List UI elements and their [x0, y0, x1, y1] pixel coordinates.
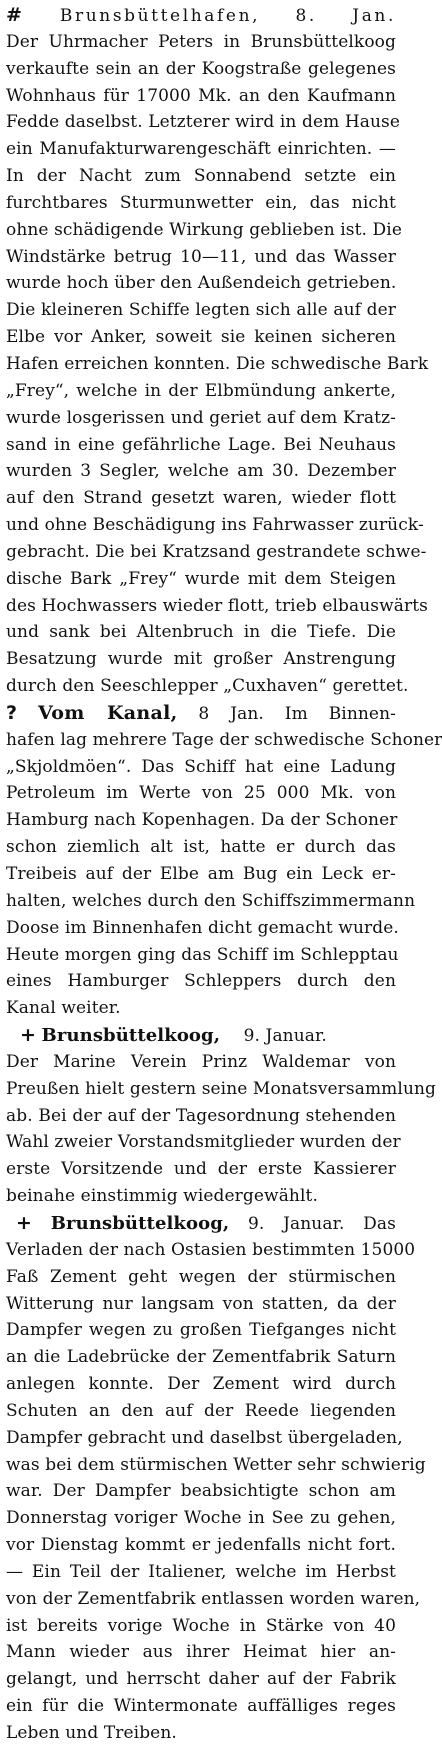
text-line: ohne schädigende Wirkung geblieben ist. Die: [6, 219, 402, 240]
text-line: war. Der Dampfer beabsichtigte schon am: [6, 1481, 396, 1502]
text-line: furchtbares Sturmunwetter ein, das nicht: [6, 192, 396, 213]
text-line: erste Vorsitzende und der erste Kassierer: [6, 1159, 396, 1180]
text-line: „Frey“, welche in der Elbmündung ankerte,: [6, 380, 396, 401]
text-line: „Skjoldmöen“. Das Schiff hat eine Ladung: [6, 756, 396, 777]
text-line: Fedde daselbst. Letzterer wird in dem Hause: [6, 112, 401, 133]
dateline-text: Brunsbüttelhafen, 8. Jan.: [59, 6, 396, 26]
text-line: Die kleineren Schiffe legten sich alle auf der: [6, 300, 396, 321]
article-heading-line: [6, 1210, 396, 1237]
text-line: was bei dem stürmischen Wetter sehr schwierig: [6, 1454, 426, 1475]
text-line: vor Dienstag kommt er jedenfalls nicht fort.: [6, 1535, 396, 1556]
text-line: Schuten an den auf der Reede liegenden: [6, 1400, 396, 1421]
text-line: Dampfer gebracht und daselbst übergeladen,: [6, 1427, 403, 1448]
text-line: ist bereits vorige Woche in Stärke von 40: [6, 1615, 396, 1636]
text-line: Wohnhaus für 17000 Mk. an den Kaufmann: [6, 85, 396, 106]
text-line: verkaufte sein an der Koogstraße gelegenes: [6, 58, 396, 79]
section-mark: ?: [6, 701, 18, 724]
text-line: dische Bark „Frey“ wurde mit dem Steigen: [6, 568, 396, 589]
article-title: Brunsbüttelkoog,: [41, 1025, 221, 1047]
text-line: Hamburg nach Kopenhagen. Da der Schoner: [6, 810, 398, 831]
text-line: beinahe einstimmig wiedergewählt.: [6, 1186, 318, 1207]
text-line: — Ein Teil der Italiener, welche im Herbst: [6, 1561, 396, 1582]
article-date: 8 Jan.: [198, 703, 264, 724]
text-line: Heute morgen ging das Schiff im Schlepptau: [6, 944, 399, 965]
text-line: Windstärke betrug 10—11, und das Wasser: [6, 246, 396, 267]
text-line: ein für die Wintermonate auffälliges reges: [6, 1696, 396, 1717]
text-line: wurde losgerissen und geriet auf dem Kratz-: [6, 407, 396, 428]
text-line: In der Nacht zum Sonnabend setzte ein: [6, 166, 396, 187]
article-dateline: [6, 2, 396, 29]
text-line: ein Manufakturwarengeschäft einrichten. —: [6, 139, 396, 160]
text-line: Faß Zement geht wegen der stürmischen: [6, 1266, 396, 1287]
text-line: auf den Strand gesetzt waren, wieder flott: [6, 488, 396, 509]
section-mark: +: [20, 1024, 37, 1047]
text-line: Kanal weiter.: [6, 998, 121, 1019]
text-line: gelangt, und herrscht daher auf der Fabrik: [6, 1669, 396, 1690]
text-line: an die Ladebrücke der Zementfabrik Saturn: [6, 1347, 396, 1368]
article-date: 9. Januar.: [243, 1026, 327, 1047]
text-line: Petroleum im Werte von 25 000 Mk. von: [6, 783, 396, 804]
text-line: anlegen konnte. Der Zement wird durch: [6, 1374, 396, 1395]
article-vom-kanal: [6, 700, 442, 1022]
text-line: Elbe vor Anker, soweit sie keinen sicheren: [6, 327, 396, 348]
text-line: wurden 3 Segler, welche am 30. Dezember: [6, 461, 396, 482]
text-line: Doose im Binnenhafen dicht gemacht wurde.: [6, 917, 399, 938]
text-line: Besatzung wurde mit großer Anstrengung: [6, 649, 396, 670]
text-line: Wahl zweier Vorstandsmitglieder wurden der: [6, 1132, 401, 1153]
text-line: des Hochwassers wieder flott, trieb elbauswärts: [6, 595, 429, 616]
section-mark: +: [16, 1211, 33, 1234]
text-line: ab. Bei der auf der Tagesordnung stehenden: [6, 1105, 396, 1126]
text-line: Witterung nur langsam von statten, da der: [6, 1293, 396, 1314]
text-line: wurde hoch über den Außendeich getrieben.: [6, 273, 397, 294]
text-line: Mann wieder aus ihrer Heimat hier an-: [6, 1642, 396, 1663]
text-line: gebracht. Die bei Kratzsand gestrandete schwe-: [6, 541, 427, 562]
text-line: Dampfer wegen zu großen Tiefganges nicht: [6, 1320, 396, 1341]
text-line: eines Hamburger Schleppers durch den: [6, 971, 396, 992]
text-line: Der Marine Verein Prinz Waldemar von: [6, 1051, 396, 1072]
text-line: Donnerstag voriger Woche in See zu gehen,: [6, 1508, 396, 1529]
text-line: Der Uhrmacher Peters in Brunsbüttelkoog: [6, 31, 396, 52]
article-heading-line: [6, 1022, 396, 1049]
text-line: durch den Seeschlepper „Cuxhaven“ gerettet.: [6, 676, 409, 697]
article-heading-line: [6, 700, 396, 727]
section-mark: #: [6, 4, 25, 26]
article-marine-verein: [6, 1022, 437, 1210]
text-line: Leben und Treiben.: [6, 1723, 177, 1743]
text-line: Hafen erreichen konnten. Die schwedische Bark: [6, 353, 429, 374]
text-line: Treibeis auf der Elbe am Bug ein Leck er-: [6, 864, 396, 884]
text-fragment: Das: [363, 1213, 396, 1234]
text-fragment: Im Binnen-: [284, 703, 396, 724]
article-date: 9. Januar.: [247, 1213, 345, 1234]
text-line: halten, welches durch den Schiffszimmermann: [6, 890, 416, 911]
text-line: und sank bei Altenbruch in die Tiefe. Die: [6, 622, 396, 643]
text-line: von der Zementfabrik entlassen worden waren,: [6, 1588, 421, 1609]
text-line: schon ziemlich alt ist, hatte er durch das: [6, 837, 396, 858]
article-brunsbuettelhafen: [6, 2, 429, 700]
text-line: hafen lag mehrere Tage der schwedische Schoner: [6, 729, 442, 750]
text-line: Preußen hielt gestern seine Monatsversammlung: [6, 1078, 437, 1099]
text-line: sand in eine gefährliche Lage. Bei Neuhaus: [6, 434, 396, 455]
article-title: Vom Kanal,: [38, 701, 178, 724]
text-line: Verladen der nach Ostasien bestimmten 15000: [6, 1239, 416, 1260]
article-zement: [6, 1210, 426, 1747]
article-title: Brunsbüttelkoog,: [50, 1212, 230, 1234]
text-line: und ohne Beschädigung ins Fahrwasser zurück-: [6, 515, 424, 536]
